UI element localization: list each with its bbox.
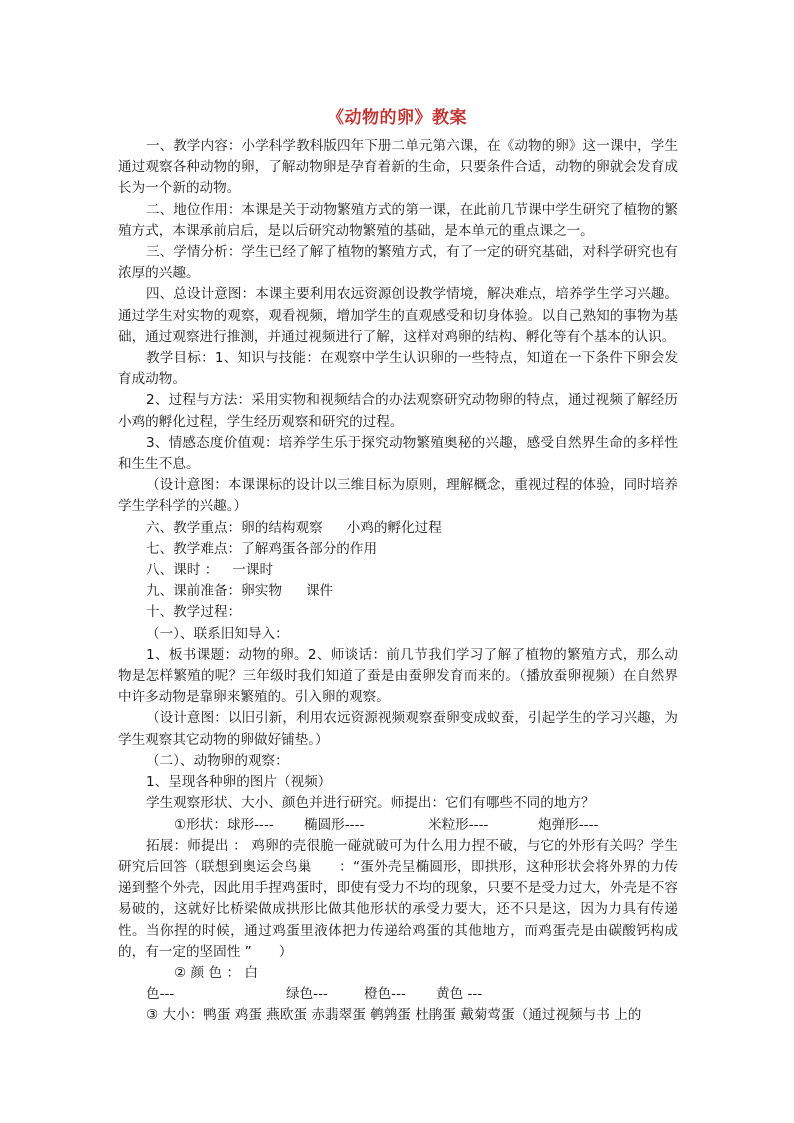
paragraph-show-pictures: 1、呈现各种卵的图片（视频） <box>146 774 332 791</box>
paragraph-intro-design-intent: （设计意图：以旧引新，利用农远资源视频观察蚕卵变成蚁蚕，引起学生的学习兴趣，为学生观察其它动物的卵做好铺垫。） <box>118 710 678 748</box>
paragraph-class-hours <box>118 560 678 581</box>
paragraph-introduction: 1、板书课题：动物的卵。2、师谈话：前几节我们学习了解了植物的繁殖方式，那么动物是怎样繁殖的呢？三年级时我们知道了蚕是由蚕卵发育而来的。（播放蚕卵视频）在自然界中许多动物是靠卵来繁殖的。引入卵的观察。 <box>118 646 678 706</box>
key-point-2: 小鸡的孵化过程 <box>346 519 442 536</box>
paragraph-observe-instruction: 学生观察形状、大小、颜色并进行研究。师提出：它们有哪些不同的地方？ <box>146 795 595 812</box>
color-item-1: ②颜色：白色--- <box>146 964 258 1003</box>
color-item-4: 黄色 --- <box>436 986 483 1003</box>
shape-item-1: ①形状：球形---- <box>174 816 274 833</box>
class-hours-value: 一课时 <box>232 562 274 579</box>
paragraph-key-points <box>118 518 678 539</box>
shape-item-4: 炮弹形---- <box>538 816 599 833</box>
paragraph-extension: 拓展：师提出 ： 鸡卵的壳很脆一碰就破可为什么用力捏不破，与它的外形有关吗？学生研究后回答（联想到奥运会鸟巢 ：“蛋外壳呈椭圆形，即拱形，这种形状会将外界的力传递到整个外壳，因此用手捏鸡蛋时，即使有受力不均的现象，只要不是受力过大，外壳是不容易破的，这就好比桥梁做成拱形比做其他形状的承受力要大，还不只是这，因为力具有传递性。当你捏的时候，通过鸡蛋里液体把力传递给鸡蛋的其他地方，而鸡蛋壳是由碳酸钙构成的，有一定的坚固性 ” ） <box>118 837 678 960</box>
paragraph-color-row <box>118 963 678 1005</box>
paragraph-shape-row <box>118 815 678 836</box>
paragraph-preparation <box>118 581 678 602</box>
paragraph-size-row: ③ 大小：鸭蛋 鸡蛋 燕欧蛋 赤翡翠蛋 鹌鹑蛋 杜鹃蛋 戴菊莺蛋（通过视频与书 上的 <box>146 1007 642 1024</box>
preparation-item-2: 课件 <box>305 583 334 600</box>
paragraph-teaching-goal-2: 2、过程与方法：采用实物和视频结合的办法观察研究动物卵的特点，通过视频了解经历小鸡的孵化过程，学生经历观察和研究的过程。 <box>118 392 678 430</box>
document-body <box>118 136 678 1027</box>
paragraph-teaching-goal-3: 3、情感态度价值观：培养学生乐于探究动物繁殖奥秘的兴趣，感受自然界生命的多样性和生生不息。 <box>118 434 678 473</box>
shape-item-2: 椭圆形---- <box>304 816 365 833</box>
key-point-1: 六、教学重点：卵的结构观察 <box>146 519 323 536</box>
paragraph-difficulty: 七、教学难点：了解鸡蛋各部分的作用 <box>146 540 378 557</box>
paragraph-position-role: 二、地位作用：本课是关于动物繁殖方式的第一课，在此前几节课中学生研究了植物的繁殖方式，本课承前启后，是以后研究动物繁殖的基础，是本单元的重点课之一。 <box>118 201 678 239</box>
preparation-item-1: 九、课前准备：卵实物 <box>146 583 282 600</box>
paragraph-goal-design-intent: （设计意图：本课课标的设计以三维目标为原则，理解概念，重视过程的体验，同时培养学生学科学的兴趣。） <box>118 477 678 515</box>
color-item-2: 绿色--- <box>286 986 328 1003</box>
paragraph-learner-analysis: 三、学情分析：学生已经了解了植物的繁殖方式，有了一定的研究基础，对科学研究也有浓厚的兴趣。 <box>118 244 678 282</box>
shape-item-3: 米粒形---- <box>428 816 489 833</box>
paragraph-section-2-heading: （二）、动物卵的观察： <box>146 752 289 769</box>
paragraph-teaching-content: 一、教学内容：小学科学教科版四年下册二单元第六课，在《动物的卵》这一课中，学生通过观察各种动物的卵，了解动物卵是孕育着新的生命，只要条件合适，动物的卵就会发育成长为一个新的动物。 <box>118 138 678 197</box>
paragraph-design-intent: 四、总设计意图：本课主要利用农远资源创设教学情境，解决难点，培养学生学习兴趣。通过学生对实物的观察，观看视频，增加学生的直观感受和切身体验。以自己熟知的事物为基础，通过观察进行推测，并通过视频进行了解，这样对鸡卵的结构、孵化等有个基本的认识。 <box>118 286 678 345</box>
paragraph-section-1-heading: （一）、联系旧知导入： <box>146 625 289 642</box>
document-title: 《动物的卵》教案 <box>327 108 467 128</box>
color-item-3: 橙色--- <box>364 986 406 1003</box>
paragraph-teaching-goal-1: 教学目标：1、知识与技能：在观察中学生认识卵的一些特点，知道在一下条件下卵会发育成动物。 <box>118 350 678 388</box>
paragraph-process-heading: 十、教学过程： <box>146 604 242 621</box>
class-hours-label: 八、课时 ： <box>146 562 219 579</box>
